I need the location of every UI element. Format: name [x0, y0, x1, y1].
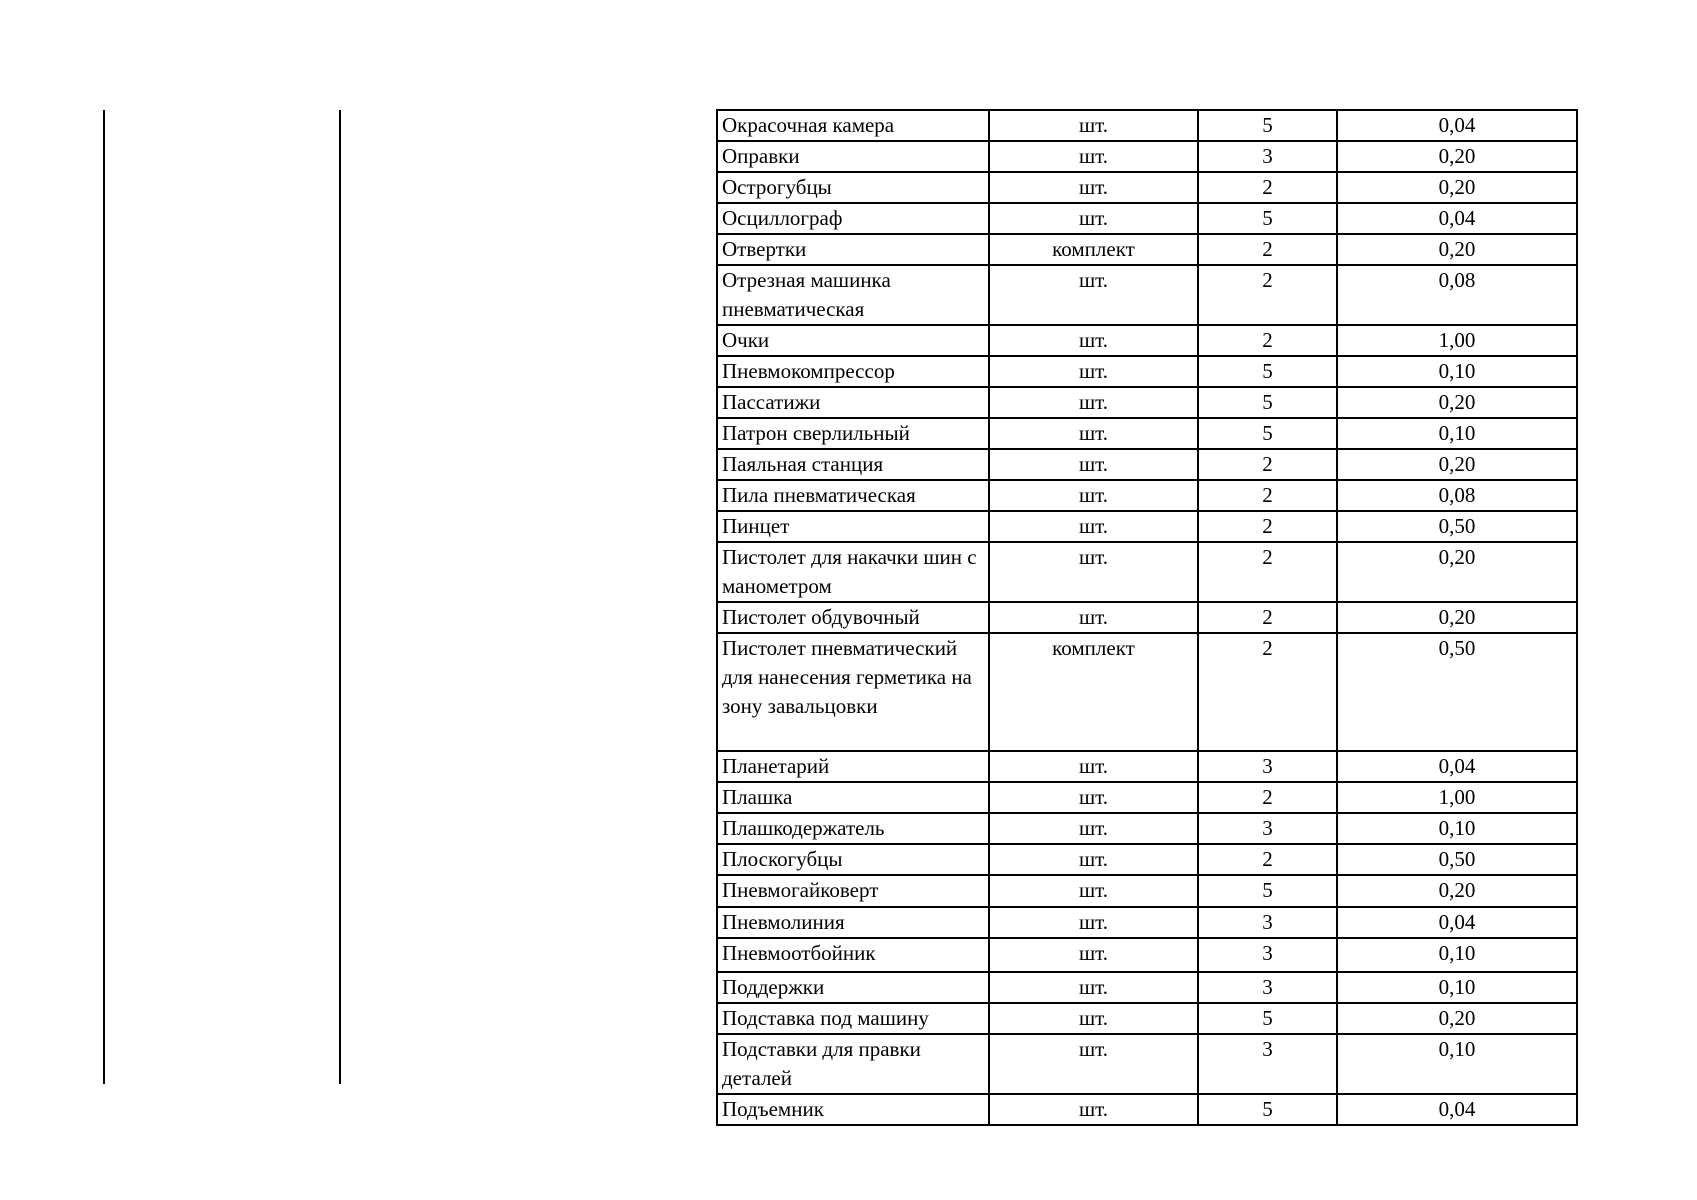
unit-cell: шт.: [989, 751, 1198, 782]
item-name-cell: Паяльная станция: [717, 449, 989, 480]
quantity-cell: 3: [1198, 141, 1337, 172]
table-row: [717, 633, 1577, 751]
norm-cell: 0,04: [1337, 1094, 1577, 1125]
quantity-cell: 5: [1198, 387, 1337, 418]
item-name-cell: Пневмоотбойник: [717, 938, 989, 972]
norm-cell: 0,20: [1337, 542, 1577, 602]
quantity-cell: 2: [1198, 449, 1337, 480]
table-row: [717, 782, 1577, 813]
norm-cell: 0,04: [1337, 203, 1577, 234]
item-name-cell: Отвертки: [717, 234, 989, 265]
unit-cell: шт.: [989, 972, 1198, 1003]
quantity-cell: 2: [1198, 325, 1337, 356]
quantity-cell: 2: [1198, 602, 1337, 633]
norm-cell: 0,50: [1337, 633, 1577, 751]
quantity-cell: 3: [1198, 813, 1337, 844]
item-name-cell: Поддержки: [717, 972, 989, 1003]
left-margin-line: [103, 110, 105, 1084]
table-row: [717, 751, 1577, 782]
item-name-cell: Подъемник: [717, 1094, 989, 1125]
item-name-cell: Пассатижи: [717, 387, 989, 418]
unit-cell: шт.: [989, 172, 1198, 203]
table-row: [717, 265, 1577, 325]
item-name-cell: Оправки: [717, 141, 989, 172]
quantity-cell: 5: [1198, 356, 1337, 387]
unit-cell: шт.: [989, 542, 1198, 602]
item-name-cell: Пинцет: [717, 511, 989, 542]
norm-cell: 0,10: [1337, 418, 1577, 449]
unit-cell: комплект: [989, 234, 1198, 265]
item-name-cell: Плашкодержатель: [717, 813, 989, 844]
table-row: [717, 1094, 1577, 1125]
norm-cell: 0,08: [1337, 265, 1577, 325]
item-name-cell: Осциллограф: [717, 203, 989, 234]
norm-cell: 0,20: [1337, 875, 1577, 907]
quantity-cell: 5: [1198, 418, 1337, 449]
norm-cell: 0,20: [1337, 449, 1577, 480]
norm-cell: 0,20: [1337, 172, 1577, 203]
quantity-cell: 5: [1198, 875, 1337, 907]
norm-cell: 0,20: [1337, 602, 1577, 633]
norm-cell: 0,20: [1337, 1003, 1577, 1034]
norm-cell: 0,20: [1337, 141, 1577, 172]
unit-cell: шт.: [989, 387, 1198, 418]
unit-cell: шт.: [989, 1094, 1198, 1125]
item-name-cell: Острогубцы: [717, 172, 989, 203]
norm-cell: 0,10: [1337, 938, 1577, 972]
unit-cell: шт.: [989, 938, 1198, 972]
norm-cell: 0,04: [1337, 751, 1577, 782]
table-row: [717, 1034, 1577, 1094]
item-name-cell: Окрасочная камера: [717, 110, 989, 141]
norm-cell: 0,04: [1337, 110, 1577, 141]
equipment-table: [716, 109, 1578, 1126]
norm-cell: 1,00: [1337, 782, 1577, 813]
item-name-cell: Пневмокомпрессор: [717, 356, 989, 387]
norm-cell: 0,04: [1337, 907, 1577, 938]
table-row: [717, 542, 1577, 602]
quantity-cell: 5: [1198, 1094, 1337, 1125]
norm-cell: 0,10: [1337, 813, 1577, 844]
unit-cell: шт.: [989, 511, 1198, 542]
quantity-cell: 2: [1198, 265, 1337, 325]
quantity-cell: 3: [1198, 907, 1337, 938]
table-row: [717, 480, 1577, 511]
table-row: [717, 387, 1577, 418]
table-row: [717, 938, 1577, 972]
item-name-cell: Пневмолиния: [717, 907, 989, 938]
quantity-cell: 3: [1198, 938, 1337, 972]
table-row: [717, 844, 1577, 875]
table-row: [717, 907, 1577, 938]
unit-cell: комплект: [989, 633, 1198, 751]
quantity-cell: 2: [1198, 542, 1337, 602]
norm-cell: 0,20: [1337, 387, 1577, 418]
item-name-cell: Подставки для правки деталей: [717, 1034, 989, 1094]
table-row: [717, 875, 1577, 907]
table-row: [717, 234, 1577, 265]
unit-cell: шт.: [989, 110, 1198, 141]
unit-cell: шт.: [989, 265, 1198, 325]
item-name-cell: Очки: [717, 325, 989, 356]
unit-cell: шт.: [989, 602, 1198, 633]
unit-cell: шт.: [989, 907, 1198, 938]
item-name-cell: Планетарий: [717, 751, 989, 782]
item-name-cell: Патрон сверлильный: [717, 418, 989, 449]
quantity-cell: 2: [1198, 234, 1337, 265]
unit-cell: шт.: [989, 141, 1198, 172]
item-name-cell: Пистолет обдувочный: [717, 602, 989, 633]
table-row: [717, 172, 1577, 203]
norm-cell: 0,08: [1337, 480, 1577, 511]
left-column-line: [339, 110, 341, 1084]
quantity-cell: 3: [1198, 751, 1337, 782]
table-row: [717, 1003, 1577, 1034]
unit-cell: шт.: [989, 418, 1198, 449]
norm-cell: 0,50: [1337, 844, 1577, 875]
item-name-cell: Подставка под машину: [717, 1003, 989, 1034]
norm-cell: 0,10: [1337, 1034, 1577, 1094]
unit-cell: шт.: [989, 813, 1198, 844]
norm-cell: 0,10: [1337, 356, 1577, 387]
table-row: [717, 141, 1577, 172]
unit-cell: шт.: [989, 1034, 1198, 1094]
norm-cell: 1,00: [1337, 325, 1577, 356]
quantity-cell: 2: [1198, 480, 1337, 511]
item-name-cell: Плашка: [717, 782, 989, 813]
quantity-cell: 5: [1198, 203, 1337, 234]
table-row: [717, 110, 1577, 141]
table-row: [717, 356, 1577, 387]
quantity-cell: 2: [1198, 511, 1337, 542]
quantity-cell: 3: [1198, 972, 1337, 1003]
quantity-cell: 3: [1198, 1034, 1337, 1094]
norm-cell: 0,50: [1337, 511, 1577, 542]
table-row: [717, 449, 1577, 480]
table-row: [717, 813, 1577, 844]
quantity-cell: 5: [1198, 1003, 1337, 1034]
unit-cell: шт.: [989, 875, 1198, 907]
quantity-cell: 2: [1198, 172, 1337, 203]
quantity-cell: 2: [1198, 844, 1337, 875]
unit-cell: шт.: [989, 1003, 1198, 1034]
item-name-cell: Плоскогубцы: [717, 844, 989, 875]
unit-cell: шт.: [989, 356, 1198, 387]
norm-cell: 0,10: [1337, 972, 1577, 1003]
quantity-cell: 2: [1198, 633, 1337, 751]
table-row: [717, 325, 1577, 356]
table-row: [717, 203, 1577, 234]
unit-cell: шт.: [989, 844, 1198, 875]
table-row: [717, 511, 1577, 542]
unit-cell: шт.: [989, 480, 1198, 511]
item-name-cell: Пила пневматическая: [717, 480, 989, 511]
equipment-table-body: [717, 110, 1577, 1125]
unit-cell: шт.: [989, 203, 1198, 234]
item-name-cell: Пневмогайковерт: [717, 875, 989, 907]
table-row: [717, 418, 1577, 449]
norm-cell: 0,20: [1337, 234, 1577, 265]
item-name-cell: Отрезная машинка пневматическая: [717, 265, 989, 325]
quantity-cell: 5: [1198, 110, 1337, 141]
table-row: [717, 972, 1577, 1003]
item-name-cell: Пистолет для накачки шин с манометром: [717, 542, 989, 602]
table-row: [717, 602, 1577, 633]
unit-cell: шт.: [989, 449, 1198, 480]
unit-cell: шт.: [989, 782, 1198, 813]
unit-cell: шт.: [989, 325, 1198, 356]
quantity-cell: 2: [1198, 782, 1337, 813]
item-name-cell: Пистолет пневматический для нанесения герметика на зону завальцовки: [717, 633, 989, 751]
